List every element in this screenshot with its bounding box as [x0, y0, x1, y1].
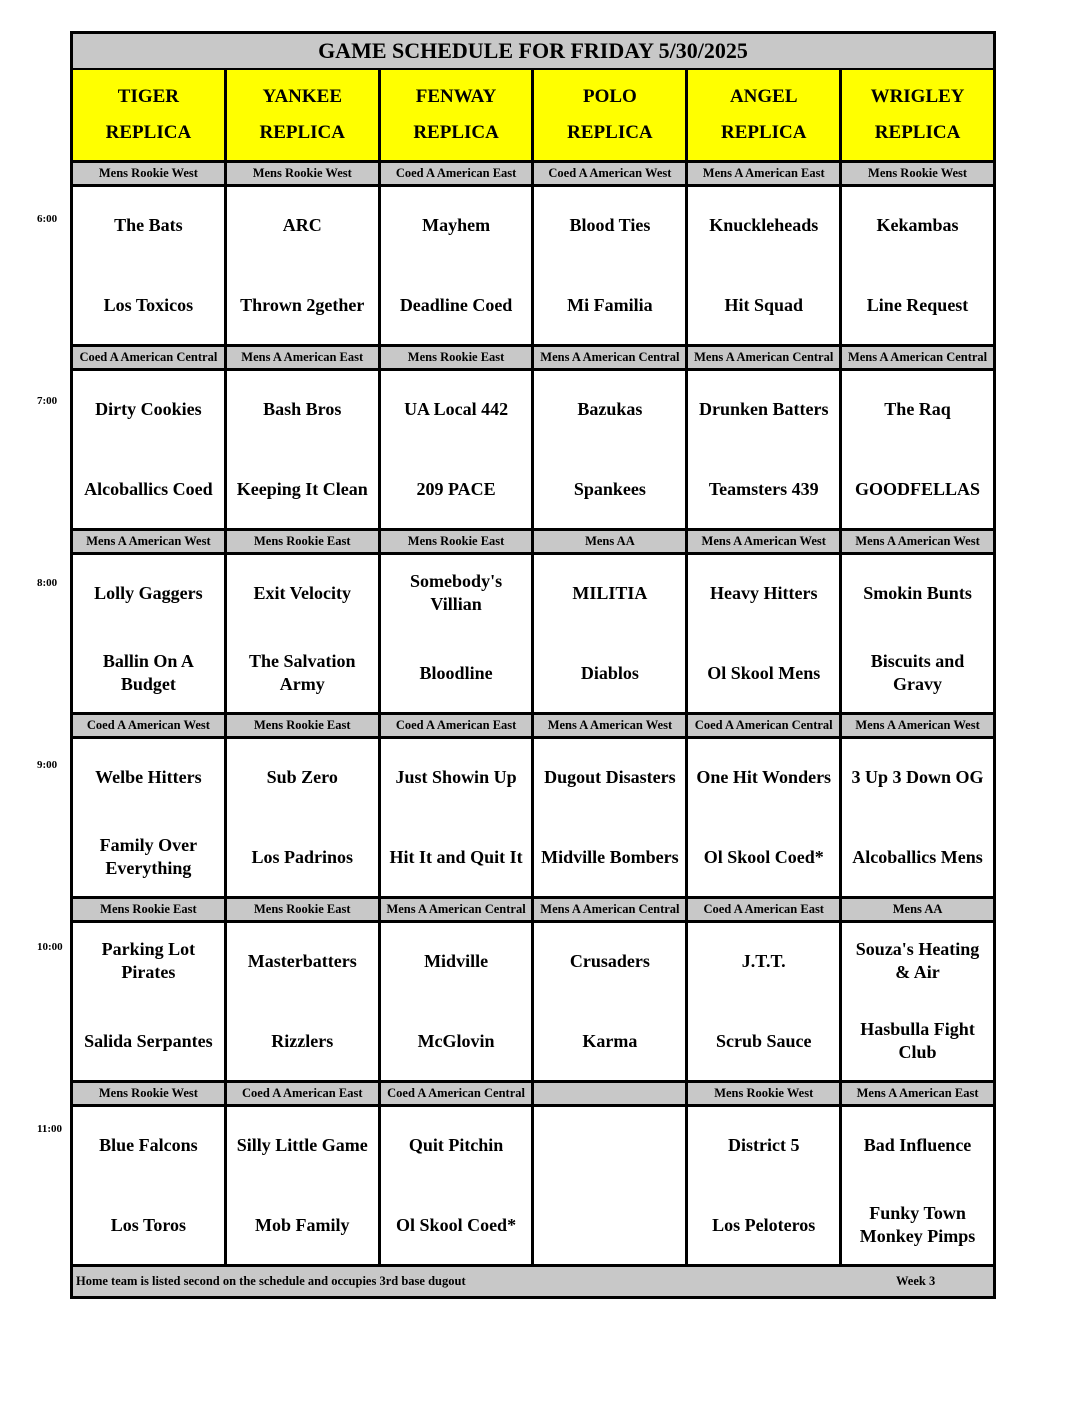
- game-cell: [688, 371, 842, 528]
- game-cell: [73, 923, 227, 1080]
- game-cell: [534, 739, 688, 896]
- home-team: 209 PACE: [416, 478, 496, 499]
- game-cell: [73, 1107, 227, 1264]
- away-team: Dirty Cookies: [95, 398, 202, 419]
- away-team: Sub Zero: [266, 766, 338, 787]
- game-cell: [381, 739, 535, 896]
- game-cell: [227, 1107, 381, 1264]
- division-row: [73, 347, 993, 371]
- game-cell: [381, 187, 535, 344]
- away-team: Silly Little Game: [236, 1134, 368, 1155]
- away-team: Mayhem: [422, 214, 491, 235]
- field-header: [73, 70, 227, 160]
- field-header: [534, 70, 688, 160]
- game-cell: [227, 187, 381, 344]
- division-label: Mens Rookie East: [381, 531, 535, 552]
- game-cell: [381, 1107, 535, 1264]
- field-name: WRIGLEY: [870, 86, 965, 107]
- division-label: Mens A American Central: [688, 347, 842, 368]
- game-row: [73, 187, 993, 347]
- away-team: Blue Falcons: [99, 1134, 198, 1155]
- game-cell: [381, 371, 535, 528]
- home-team: Ol Skool Coed*: [703, 846, 824, 867]
- away-team: Bazukas: [577, 398, 643, 419]
- field-subtitle: REPLICA: [259, 122, 345, 143]
- home-team: Family Over Everything: [99, 835, 198, 878]
- game-row: [73, 739, 993, 899]
- division-label: Mens A American West: [73, 531, 227, 552]
- division-label: Mens Rookie West: [73, 1083, 227, 1104]
- game-cell: [688, 739, 842, 896]
- game-cell: [688, 555, 842, 712]
- time-slots: [73, 163, 993, 1267]
- division-label: Mens AA: [534, 531, 688, 552]
- schedule-table: [70, 31, 996, 1299]
- division-label: Mens A American East: [856, 1086, 979, 1100]
- page-title: GAME SCHEDULE FOR FRIDAY 5/30/2025: [73, 34, 993, 70]
- away-team: Quit Pitchin: [408, 1134, 504, 1155]
- field-name: YANKEE: [262, 86, 343, 107]
- game-cell: [534, 555, 688, 712]
- away-team: Midville: [424, 950, 489, 971]
- home-team: Karma: [582, 1030, 638, 1051]
- home-team: Diablos: [580, 662, 639, 683]
- division-label: Coed A American Central: [688, 715, 842, 736]
- home-team: Hit Squad: [724, 294, 803, 315]
- away-team: Exit Velocity: [253, 582, 351, 603]
- field-header: [688, 70, 842, 160]
- field-subtitle: REPLICA: [567, 122, 653, 143]
- field-header: [842, 70, 993, 160]
- game-cell: [842, 923, 993, 1080]
- field-header-row: [73, 70, 993, 163]
- home-team: The Salvation Army: [248, 651, 356, 694]
- home-team: Salida Serpantes: [84, 1030, 213, 1051]
- game-row: [73, 555, 993, 715]
- away-team: The Bats: [114, 214, 183, 235]
- home-team: Los Toros: [110, 1214, 187, 1235]
- game-cell: [842, 187, 993, 344]
- away-team: Heavy Hitters: [709, 582, 818, 603]
- home-team: Alcoballics Mens: [852, 846, 983, 867]
- field-header: [227, 70, 381, 160]
- division-label: Mens Rookie West: [227, 163, 381, 184]
- division-label: Coed A American West: [534, 163, 688, 184]
- field-subtitle: REPLICA: [720, 122, 807, 143]
- division-label: Mens Rookie East: [227, 531, 381, 552]
- away-team: Parking Lot Pirates: [101, 939, 196, 982]
- game-cell: [688, 187, 842, 344]
- home-team: Teamsters 439: [708, 478, 819, 499]
- game-cell: [534, 371, 688, 528]
- field-subtitle: REPLICA: [874, 122, 961, 143]
- game-cell: [73, 187, 227, 344]
- game-cell: [842, 739, 993, 896]
- division-row: [73, 1083, 993, 1107]
- game-cell: [227, 371, 381, 528]
- field-subtitle: REPLICA: [413, 122, 499, 143]
- away-team: J.T.T.: [741, 950, 786, 971]
- home-team: GOODFELLAS: [855, 478, 981, 499]
- field-name: ANGEL: [729, 86, 798, 107]
- away-team: Welbe Hitters: [95, 766, 202, 787]
- division-label: Coed A American Central: [73, 347, 227, 368]
- home-team: Los Toxicos: [103, 294, 194, 315]
- home-team: [534, 1200, 685, 1250]
- division-row: [73, 899, 993, 923]
- field-name: TIGER: [117, 86, 180, 107]
- division-label: [534, 1083, 688, 1104]
- home-team: McGlovin: [417, 1030, 495, 1051]
- home-team: Midville Bombers: [541, 846, 679, 867]
- division-label: Mens Rookie East: [381, 347, 535, 368]
- division-label: Mens Rookie East: [227, 715, 381, 736]
- game-cell: [534, 1107, 688, 1264]
- division-label: Mens A American East: [227, 347, 381, 368]
- field-name: POLO: [582, 86, 637, 107]
- division-label: Mens A American Central: [534, 899, 688, 920]
- home-team: Ol Skool Coed*: [396, 1214, 517, 1235]
- away-team: Dugout Disasters: [544, 766, 676, 787]
- game-cell: [227, 923, 381, 1080]
- game-row: [73, 923, 993, 1083]
- home-team: Mi Familia: [567, 294, 653, 315]
- game-cell: [73, 371, 227, 528]
- game-cell: [688, 923, 842, 1080]
- game-cell: [842, 1107, 993, 1264]
- game-cell: [842, 371, 993, 528]
- away-team: The Raq: [884, 398, 951, 419]
- home-team: Ol Skool Mens: [707, 662, 821, 683]
- game-cell: [842, 555, 993, 712]
- away-team: [534, 1120, 685, 1170]
- time-label: 8:00: [37, 577, 58, 589]
- footer-note: Home team is listed second on the schedule and occupies 3rd base dugout: [76, 1274, 466, 1288]
- division-label: Mens Rookie West: [868, 166, 968, 180]
- away-team: Masterbatters: [247, 950, 357, 971]
- division-label: Mens Rookie East: [73, 899, 227, 920]
- home-team: Scrub Sauce: [715, 1030, 812, 1051]
- division-label: Mens Rookie East: [227, 899, 381, 920]
- division-label: Coed A American Central: [381, 1083, 535, 1104]
- away-team: MILITIA: [572, 582, 648, 603]
- time-label: 11:00: [37, 1123, 63, 1135]
- division-label: Mens A American Central: [381, 899, 535, 920]
- division-label: Coed A American East: [381, 715, 535, 736]
- division-label: Mens A American West: [534, 715, 688, 736]
- division-label: Mens A American West: [688, 531, 842, 552]
- away-team: Lolly Gaggers: [94, 582, 203, 603]
- home-team: Los Peloteros: [712, 1214, 816, 1235]
- home-team: Keeping It Clean: [236, 478, 368, 499]
- home-team: Deadline Coed: [399, 294, 513, 315]
- division-label: Mens A American West: [855, 718, 980, 732]
- away-team: Just Showin Up: [395, 766, 517, 787]
- home-team: Alcoballics Coed: [84, 478, 213, 499]
- away-team: Drunken Batters: [698, 398, 829, 419]
- away-team: Crusaders: [569, 950, 650, 971]
- away-team: 3 Up 3 Down OG: [851, 766, 984, 787]
- field-subtitle: REPLICA: [105, 122, 192, 143]
- game-cell: [227, 739, 381, 896]
- home-team: Line Request: [866, 294, 969, 315]
- division-label: Mens AA: [892, 902, 943, 916]
- away-team: Souza's Heating & Air: [855, 939, 980, 982]
- division-label: Mens Rookie West: [73, 163, 227, 184]
- division-row: [73, 715, 993, 739]
- division-label: Mens A American West: [855, 534, 980, 548]
- home-team: Ballin On A Budget: [102, 651, 194, 694]
- footer-row: [73, 1267, 993, 1296]
- away-team: Somebody's Villian: [410, 571, 503, 614]
- home-team: Biscuits and Gravy: [870, 651, 965, 694]
- division-label: Mens Rookie West: [688, 1083, 842, 1104]
- away-team: Knuckleheads: [709, 214, 819, 235]
- division-label: Coed A American East: [381, 163, 535, 184]
- game-cell: [534, 923, 688, 1080]
- away-team: UA Local 442: [404, 398, 509, 419]
- home-team: Hasbulla Fight Club: [860, 1019, 975, 1062]
- game-cell: [534, 187, 688, 344]
- game-cell: [688, 1107, 842, 1264]
- division-label: Coed A American East: [227, 1083, 381, 1104]
- game-row: [73, 371, 993, 531]
- home-team: Thrown 2gether: [240, 294, 365, 315]
- game-cell: [73, 739, 227, 896]
- game-row: [73, 1107, 993, 1267]
- time-label: 6:00: [37, 213, 58, 225]
- division-label: Coed A American West: [73, 715, 227, 736]
- division-label: Mens A American Central: [534, 347, 688, 368]
- time-label: 9:00: [37, 759, 58, 771]
- home-team: Los Padrinos: [251, 846, 353, 867]
- away-team: Kekambas: [876, 214, 959, 235]
- game-cell: [381, 555, 535, 712]
- division-label: Coed A American East: [688, 899, 842, 920]
- division-row: [73, 531, 993, 555]
- away-team: Blood Ties: [569, 214, 651, 235]
- week-label: Week 3: [896, 1274, 936, 1288]
- home-team: Rizzlers: [271, 1030, 334, 1051]
- game-cell: [381, 923, 535, 1080]
- home-team: Mob Family: [254, 1214, 350, 1235]
- division-row: [73, 163, 993, 187]
- home-team: Hit It and Quit It: [389, 846, 523, 867]
- away-team: Bash Bros: [263, 398, 342, 419]
- home-team: Bloodline: [419, 662, 493, 683]
- field-name: FENWAY: [415, 86, 497, 107]
- home-team: Funky Town Monkey Pimps: [859, 1203, 976, 1246]
- away-team: Bad Influence: [863, 1134, 972, 1155]
- away-team: District 5: [727, 1134, 800, 1155]
- game-cell: [227, 555, 381, 712]
- field-header: [381, 70, 535, 160]
- division-label: Mens A American Central: [847, 350, 988, 364]
- home-team: Spankees: [573, 478, 646, 499]
- division-label: Mens A American East: [688, 163, 842, 184]
- time-label: 10:00: [37, 941, 63, 953]
- away-team: Smokin Bunts: [863, 582, 972, 603]
- time-label: 7:00: [37, 395, 58, 407]
- away-team: ARC: [282, 214, 322, 235]
- away-team: One Hit Wonders: [696, 766, 832, 787]
- game-cell: [73, 555, 227, 712]
